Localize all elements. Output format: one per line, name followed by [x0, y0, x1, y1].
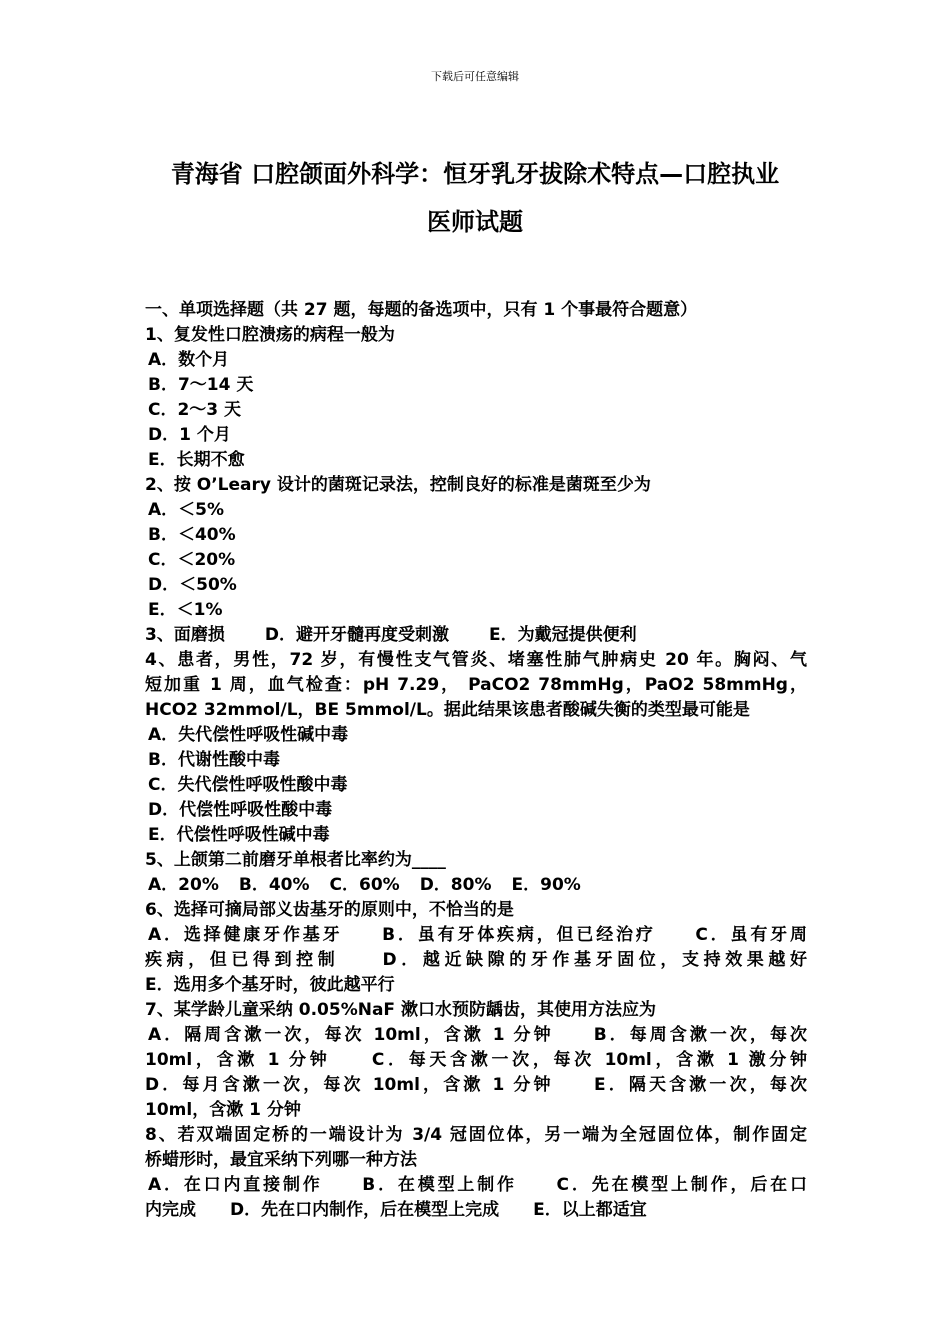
question-4-option-e: E．代偿性呼吸性碱中毒: [148, 825, 330, 845]
question-2-option-e: E．＜1%: [148, 600, 223, 620]
header-note: 下载后可任意编辑: [431, 70, 519, 83]
question-2-stem: 2、按 O’Leary 设计的菌斑记录法，控制良好的标准是菌斑至少为: [145, 475, 651, 495]
question-8-options-line-2: 内完成 D．先在口内制作，后在模型上完成 E．以上都适宜: [145, 1200, 647, 1220]
question-1-option-c: C．2～3 天: [148, 400, 242, 420]
question-7-options-line-1: A．隔周含漱一次，每次 10ml，含漱 1 分钟 B．每周含漱一次，每次: [148, 1025, 807, 1045]
question-4-stem-line-3: HCO2 32mmol/L，BE 5mmol/L。据此结果该患者酸碱失衡的类型最可能是: [145, 700, 750, 720]
question-1-option-a: A．数个月: [148, 350, 230, 370]
question-4-option-c: C．失代偿性呼吸性酸中毒: [148, 775, 348, 795]
question-6-options-line-3: E．选用多个基牙时，彼此越平行: [145, 975, 395, 995]
question-3-option-e: E．为戴冠提供便利: [488, 625, 637, 645]
question-8-stem-line-1: 8、若双端固定桥的一端设计为 3/4 冠固位体，另一端为全冠固位体，制作固定: [145, 1125, 807, 1145]
question-5-option-c: C．60%: [329, 875, 400, 895]
title-line-2: 医师试题: [427, 208, 523, 236]
question-2-option-b: B．＜40%: [148, 525, 236, 545]
question-7-stem: 7、某学龄儿童采纳 0.05%NaF 漱口水预防龋齿，其使用方法应为: [145, 1000, 656, 1020]
document-title: [140, 150, 810, 246]
question-3: [145, 623, 807, 648]
question-5-options: [145, 873, 807, 898]
question-6-stem: 6、选择可摘局部义齿基牙的原则中，不恰当的是: [145, 900, 514, 920]
question-2-option-d: D．＜50%: [148, 575, 237, 595]
question-1-option-d: D．1 个月: [148, 425, 231, 445]
question-8-options-line-1: A．在口内直接制作 B．在模型上制作 C．先在模型上制作，后在口: [148, 1175, 807, 1195]
question-1-stem: 1、复发性口腔溃疡的病程一般为: [145, 325, 395, 345]
question-2-option-a: A．＜5%: [148, 500, 225, 520]
question-5-stem: 5、上颌第二前磨牙单根者比率约为____: [145, 850, 446, 870]
question-4-option-d: D．代偿性呼吸性酸中毒: [148, 800, 333, 820]
title-line-1: 青海省 口腔颌面外科学：恒牙乳牙拔除术特点—口腔执业: [170, 160, 780, 188]
question-7-options-line-4: 10ml，含漱 1 分钟: [145, 1100, 301, 1120]
question-1-option-b: B．7～14 天: [148, 375, 254, 395]
question-7-options-line-3: D．每月含漱一次，每次 10ml，含漱 1 分钟 E．隔天含漱一次，每次: [145, 1075, 807, 1095]
question-5-option-b: B．40%: [238, 875, 310, 895]
question-4-option-b: B．代谢性酸中毒: [148, 750, 280, 770]
question-3-option-d: D．避开牙髓再度受刺激: [264, 625, 449, 645]
question-list: [145, 298, 807, 1223]
question-5-option-a: A．20%: [148, 875, 219, 895]
question-3-stem: 3、面磨损: [145, 625, 225, 645]
question-5-option-d: D．80%: [419, 875, 492, 895]
question-4-stem-line-1: 4、患者，男性，72 岁，有慢性支气管炎、堵塞性肺气肿病史 20 年。胸闷、气: [145, 650, 807, 670]
question-6-options-line-2: 疾病，但已得到控制 D．越近缺隙的牙作基牙固位，支持效果越好: [145, 950, 807, 970]
question-2-option-c: C．＜20%: [148, 550, 236, 570]
question-5-option-e: E．90%: [511, 875, 581, 895]
question-7-options-line-2: 10ml，含漱 1 分钟 C．每天含漱一次，每次 10ml，含漱 1 激分钟: [145, 1050, 807, 1070]
question-1-option-e: E．长期不愈: [148, 450, 245, 470]
question-8-stem-line-2: 桥蜡形时，最宜采纳下列哪一种方法: [145, 1150, 417, 1170]
section-heading: 一、单项选择题（共 27 题，每题的备选项中，只有 1 个事最符合题意）: [145, 300, 698, 320]
question-4-stem-line-2: 短加重 1 周，血气检查：pH 7.29， PaCO2 78mmHg，PaO2 58mmHg，: [145, 675, 807, 695]
question-6-options-line-1: A．选择健康牙作基牙 B．虽有牙体疾病，但已经治疗 C．虽有牙周: [148, 925, 807, 945]
question-4-option-a: A．失代偿性呼吸性碱中毒: [148, 725, 349, 745]
